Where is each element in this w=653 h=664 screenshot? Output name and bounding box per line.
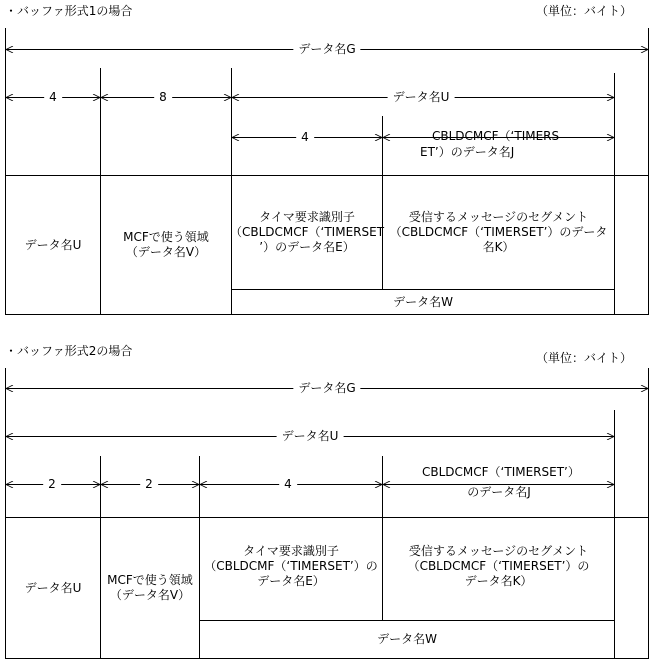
- f2-label-j-line2: のデータ名J: [462, 485, 536, 499]
- f1-heading: ・バッファ形式1の場合: [5, 4, 133, 18]
- f2-label-g: データ名G: [293, 381, 360, 395]
- f1-label-g: データ名G: [293, 42, 360, 56]
- f1-label-j-line2: ET’）のデータ名J: [420, 145, 515, 159]
- f1-label-u: データ名U: [388, 90, 455, 104]
- f2-cell-segment-line3: データ名K）: [464, 574, 533, 588]
- f2-unit-note: （単位：バイト）: [536, 351, 633, 365]
- f1-cell-segment: [383, 176, 614, 289]
- f1-cell-mcf-area: [101, 176, 231, 314]
- f1-cell-segment-line3: 名K）: [482, 240, 515, 254]
- f2-label-len-e: 4: [279, 477, 297, 491]
- f2-cell-segment: [383, 518, 614, 620]
- f2-cell-timer-line3: データ名E）: [257, 574, 325, 588]
- f1-cell-timer-line3: ’）のデータ名E）: [259, 240, 355, 254]
- f2-label-u: データ名U: [277, 429, 344, 443]
- f2-cell-mcf-line2: （データ名V）: [109, 588, 191, 602]
- f1-label-len-e: 4: [296, 130, 314, 144]
- f2-cell-segment-line2: （CBLDCMCF（‘TIMERSET’）の: [407, 559, 590, 573]
- f2-cell-data-w: [200, 621, 614, 658]
- f1-cell-segment-line2: （CBLDCMCF（‘TIMERSET’）のデータ: [389, 225, 608, 239]
- f2-heading: ・バッファ形式2の場合: [5, 344, 133, 358]
- f1-unit-note: （単位：バイト）: [536, 4, 633, 18]
- f2-cell-data-u: [6, 518, 100, 658]
- f1-label-j-line1: CBLDCMCF（‘TIMERS: [432, 129, 560, 143]
- f2-cell-segment-line1: 受信するメッセージのセグメント: [408, 544, 589, 558]
- f1-cell-timer-id: [229, 176, 385, 289]
- f2-cell-mcf-line1: MCFで使う領域: [107, 573, 193, 587]
- f1-cell-data-w: [232, 290, 614, 314]
- f1-cell-timer-line2: （CBLDCMCF（‘TIMERSET: [229, 225, 385, 239]
- f1-cell-data-u-text: データ名U: [24, 237, 82, 252]
- f2-cell-data-w-text: データ名W: [377, 632, 437, 646]
- f2-cell-timer-line1: タイマ要求識別子: [243, 544, 339, 558]
- f1-label-len-v: 8: [154, 90, 172, 104]
- f2-cell-data-u-text: データ名U: [24, 580, 82, 595]
- f2-cell-mcf-area: [101, 518, 199, 658]
- f1-cell-data-w-text: データ名W: [393, 294, 453, 309]
- f2-cell-timer-line2: （CBLDCMF（‘TIMERSET’）の: [204, 559, 378, 573]
- f1-cell-mcf-line2: （データ名V）: [125, 245, 207, 259]
- f1-cell-timer-line1: タイマ要求識別子: [259, 210, 355, 224]
- f1-cell-segment-line1: 受信するメッセージのセグメント: [408, 210, 589, 224]
- f2-label-j-line1: CBLDCMCF（‘TIMERSET’）: [422, 465, 580, 479]
- f2-label-len-v: 2: [140, 477, 158, 491]
- f1-label-len-u: 4: [44, 90, 62, 104]
- f1-cell-data-u: [6, 176, 100, 314]
- f2-cell-timer-id: [200, 518, 382, 620]
- f1-cell-mcf-line1: MCFで使う領域: [123, 230, 209, 244]
- f2-label-len-u: 2: [43, 477, 61, 491]
